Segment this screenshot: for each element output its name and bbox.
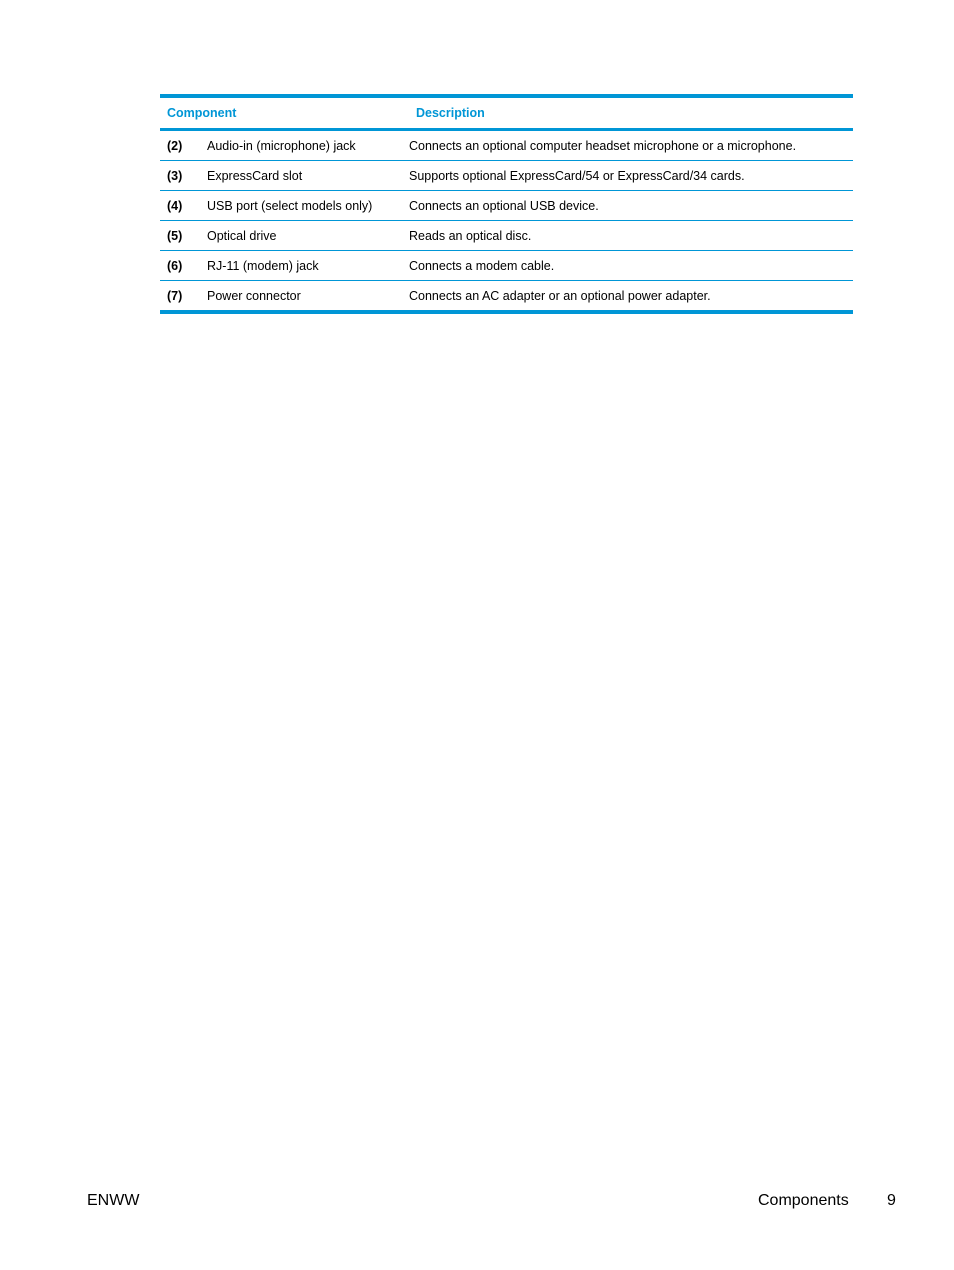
row-description: Connects an optional USB device.	[409, 191, 853, 221]
row-number: (6)	[160, 251, 207, 281]
table-row	[160, 221, 853, 251]
row-description: Connects a modem cable.	[409, 251, 853, 281]
header-description: Description	[409, 96, 853, 130]
component-table	[160, 94, 853, 314]
row-description: Supports optional ExpressCard/54 or ExpressCard/34 cards.	[409, 161, 853, 191]
row-description: Connects an AC adapter or an optional power adapter.	[409, 288, 711, 303]
row-number: (3)	[160, 161, 207, 191]
row-description: Connects an optional computer headset microphone or a microphone.	[409, 130, 853, 161]
footer-section-title: Components	[758, 1192, 849, 1209]
table-header-row	[160, 96, 853, 130]
row-number: (4)	[160, 191, 207, 221]
row-number: (7)	[167, 288, 183, 303]
row-component: ExpressCard slot	[207, 161, 409, 191]
table-row	[160, 130, 853, 161]
row-number: (2)	[160, 130, 207, 161]
row-component: RJ-11 (modem) jack	[207, 251, 409, 281]
footer-locale: ENWW	[87, 1192, 140, 1209]
header-component: Component	[160, 96, 409, 130]
table-row	[160, 161, 853, 191]
page-number: 9	[887, 1192, 896, 1209]
row-component: USB port (select models only)	[207, 191, 409, 221]
table-row	[160, 191, 853, 221]
row-component: Optical drive	[207, 221, 409, 251]
table-row	[160, 281, 853, 313]
row-component: Audio-in (microphone) jack	[207, 130, 409, 161]
table-row	[160, 251, 853, 281]
row-description: Reads an optical disc.	[409, 221, 853, 251]
row-number: (5)	[160, 221, 207, 251]
row-component: Power connector	[207, 288, 301, 303]
